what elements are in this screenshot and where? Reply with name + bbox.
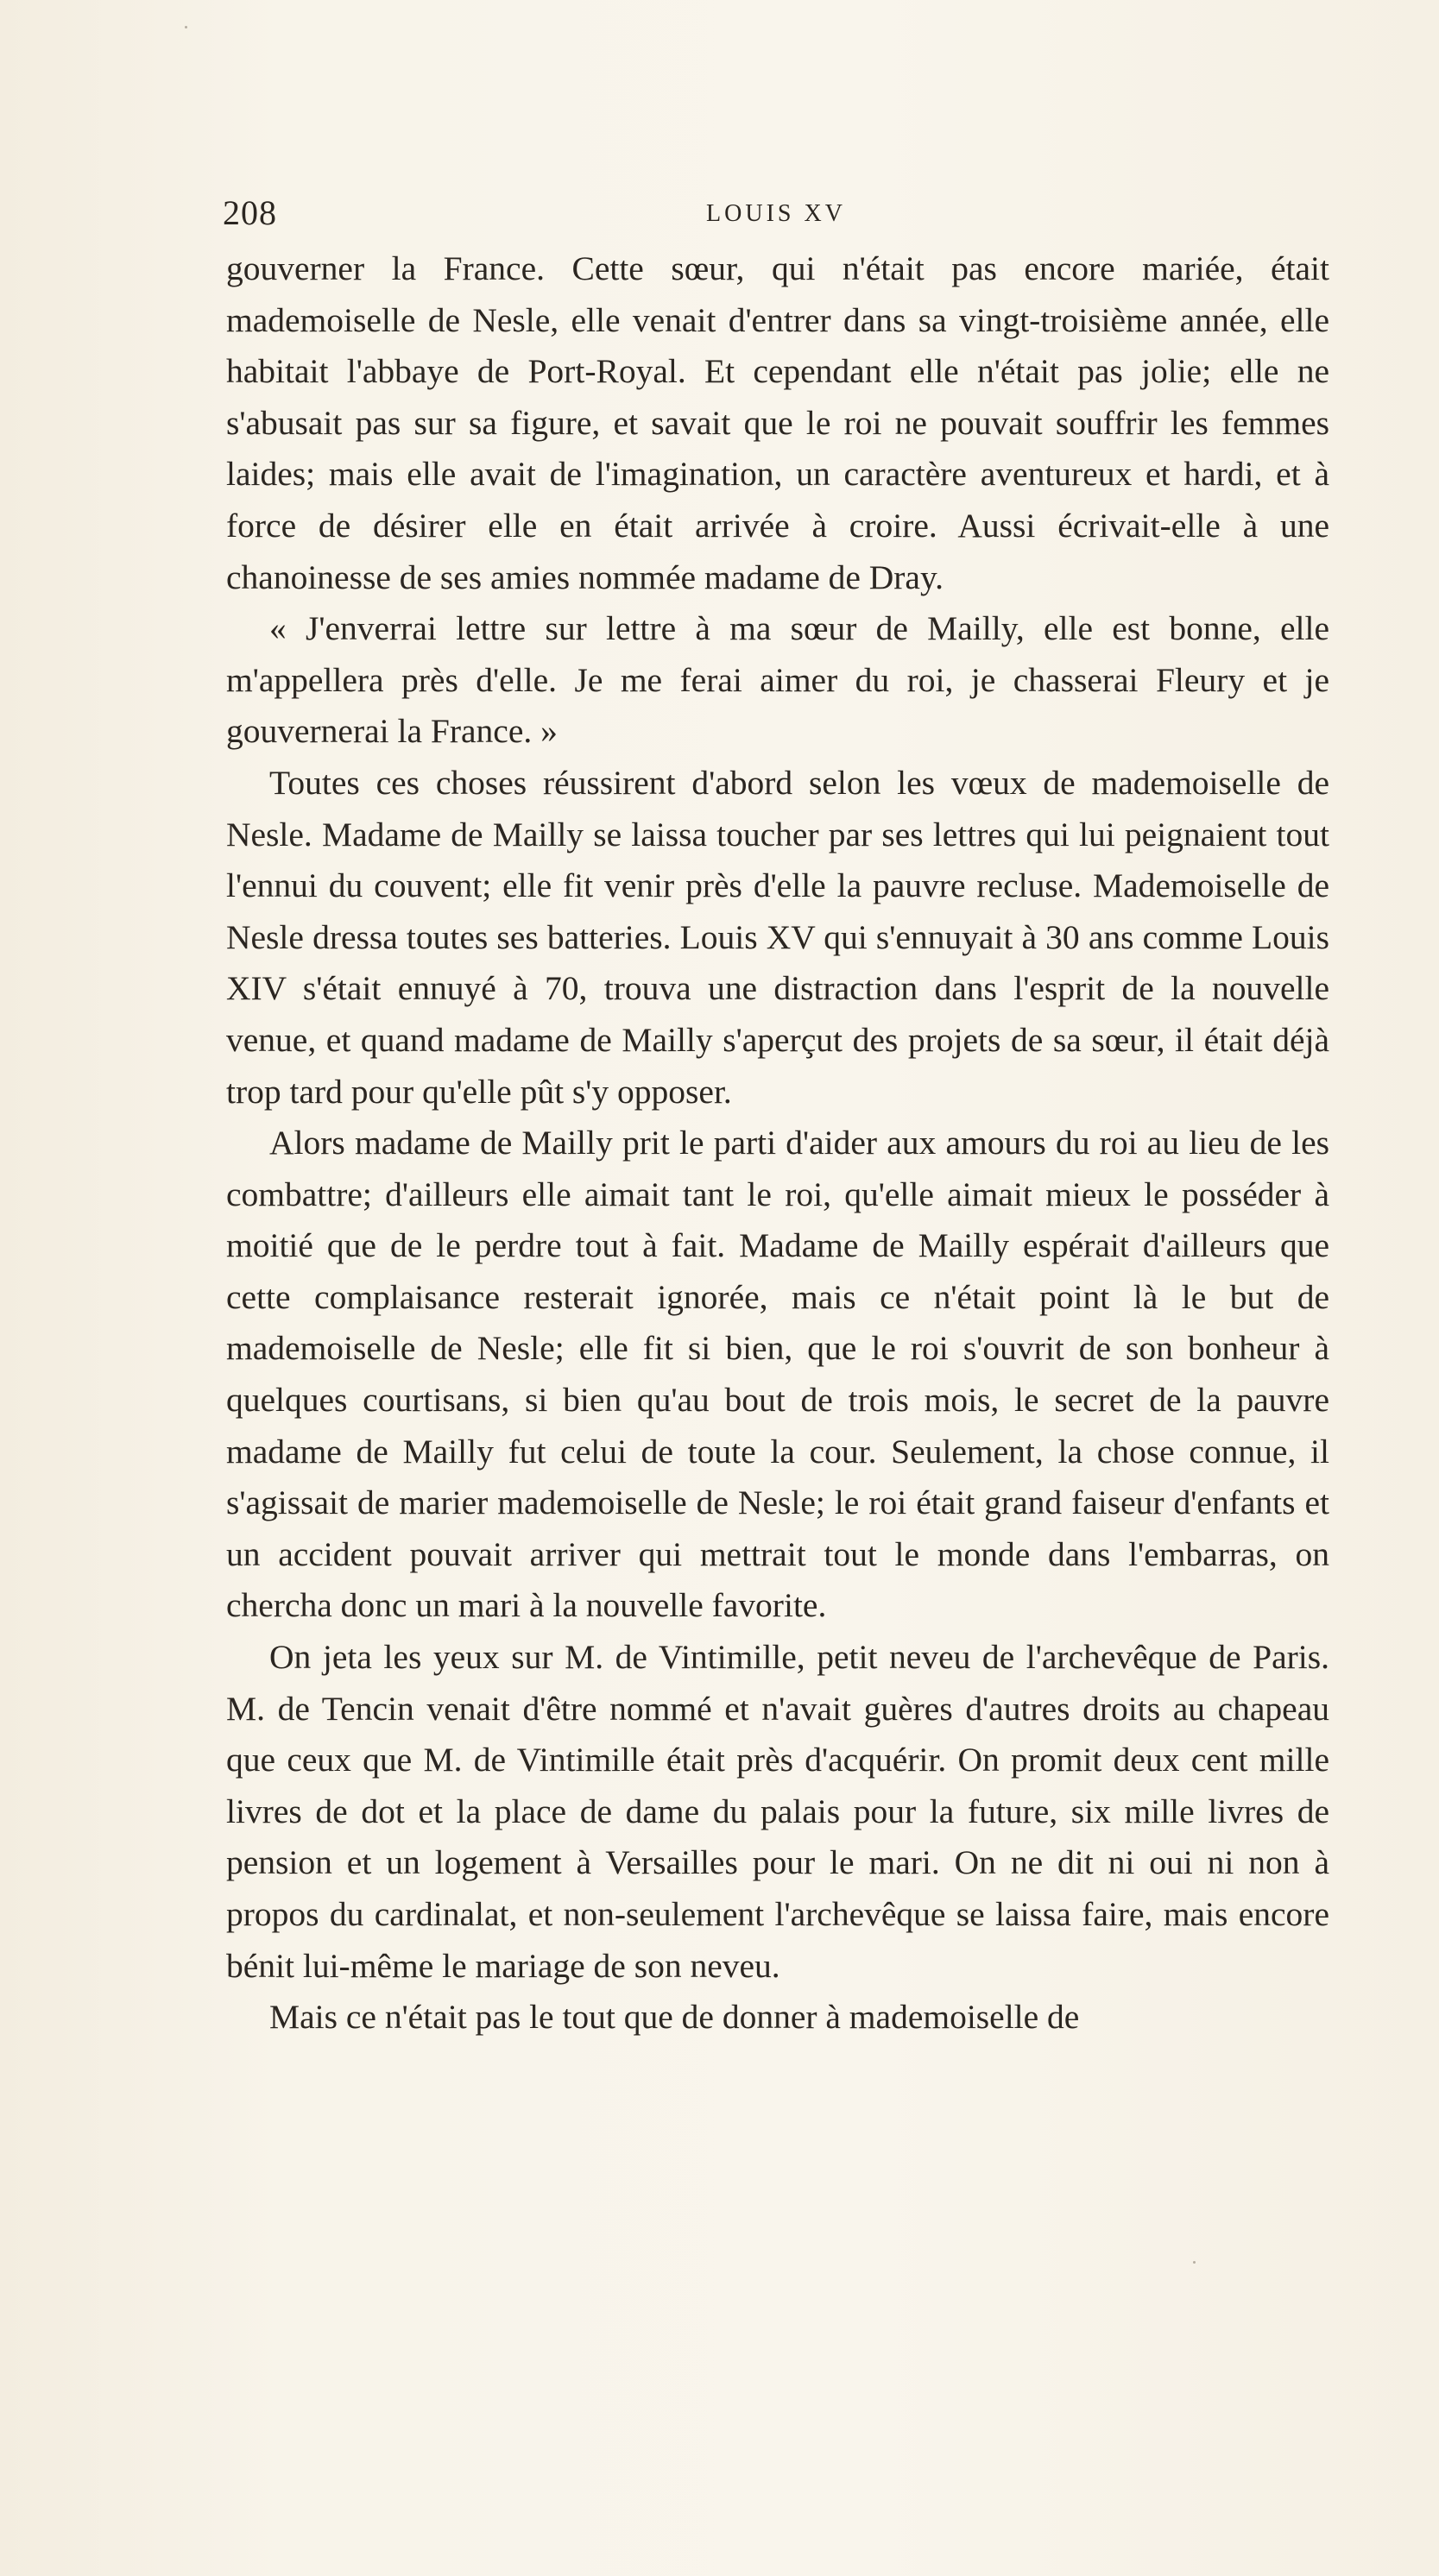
paragraph-4: Alors madame de Mailly prit le parti d'aider aux amours du roi au lieu de les combattre; d'ailleurs elle aimait tant le roi, qu'elle aimait mieux le posséder à moitié que de le perdre tout à fait. Madame de Mailly espérait d'ailleurs que cette complaisance resterait ignorée, mais ce n'était point là le but de mademoiselle de Nesle; elle fit si bien, que le roi s'ouvrit de son bonheur à quelques courtisans, si bien qu'au bout de trois mois, le secret de la pauvre madame de Mailly fut celui de toute la cour. Seulement, la chose connue, il s'agissait de marier mademoiselle de Nesle; le roi était grand faiseur d'enfants et un accident pouvait arriver qui mettrait tout le monde dans l'embarras, on chercha donc un mari à la nouvelle favorite. [226,1124,1329,1625]
paragraph-1: gouverner la France. Cette sœur, qui n'était pas encore mariée, était mademoiselle de Nesle, elle venait d'entrer dans sa vingt-troisième année, elle habitait l'abbaye de Port-Royal. Et cependant elle n'était pas jolie; elle ne s'abusait pas sur sa figure, et savait que le roi ne pouvait souffrir les femmes laides; mais elle avait de l'imagination, un caractère aventureux et hardi, et à force de désirer elle en était arrivée à croire. Aussi écrivait-elle à une chanoinesse de ses amies nommée madame de Dray. [226,249,1329,596]
paragraph-5: On jeta les yeux sur M. de Vintimille, petit neveu de l'archevêque de Paris. M. de Tencin venait d'être nommé et n'avait guères d'autres droits au chapeau que ceux que M. de Vintimille était près d'acquérir. On promit deux cent mille livres de dot et la place de dame du palais pour la future, six mille livres de pension et un logement à Versailles pour le mari. On ne dit ni oui ni non à propos du cardinalat, et non-seulement l'archevêque se laissa faire, mais encore bénit lui-même le mariage de son neveu. [226,1638,1329,1985]
paragraph-6: Mais ce n'était pas le tout que de donner à mademoiselle de [269,1998,1080,2037]
page-header [223,192,1329,235]
running-title: LOUIS XV [706,200,846,227]
body-text [226,243,1329,2044]
paper-speck [1193,2261,1196,2264]
page-number: 208 [223,193,277,232]
paragraph-2: « J'enverrai lettre sur lettre à ma sœur de Mailly, elle est bonne, elle m'appellera près d'elle. Je me ferai aimer du roi, je chasserai Fleury et je gouvernerai la France. » [226,609,1329,751]
paragraph-3: Toutes ces choses réussirent d'abord selon les vœux de mademoiselle de Nesle. Madame de Mailly se laissa toucher par ses lettres qui lui peignaient tout l'ennui du couvent; elle fit venir près d'elle la pauvre recluse. Mademoiselle de Nesle dressa toutes ses batteries. Louis XV qui s'ennuyait à 30 ans comme Louis XIV s'était ennuyé à 70, trouva une distraction dans l'esprit de la nouvelle venue, et quand madame de Mailly s'aperçut des projets de sa sœur, il était déjà trop tard pour qu'elle pût s'y opposer. [226,763,1329,1111]
paper-speck [185,26,187,28]
